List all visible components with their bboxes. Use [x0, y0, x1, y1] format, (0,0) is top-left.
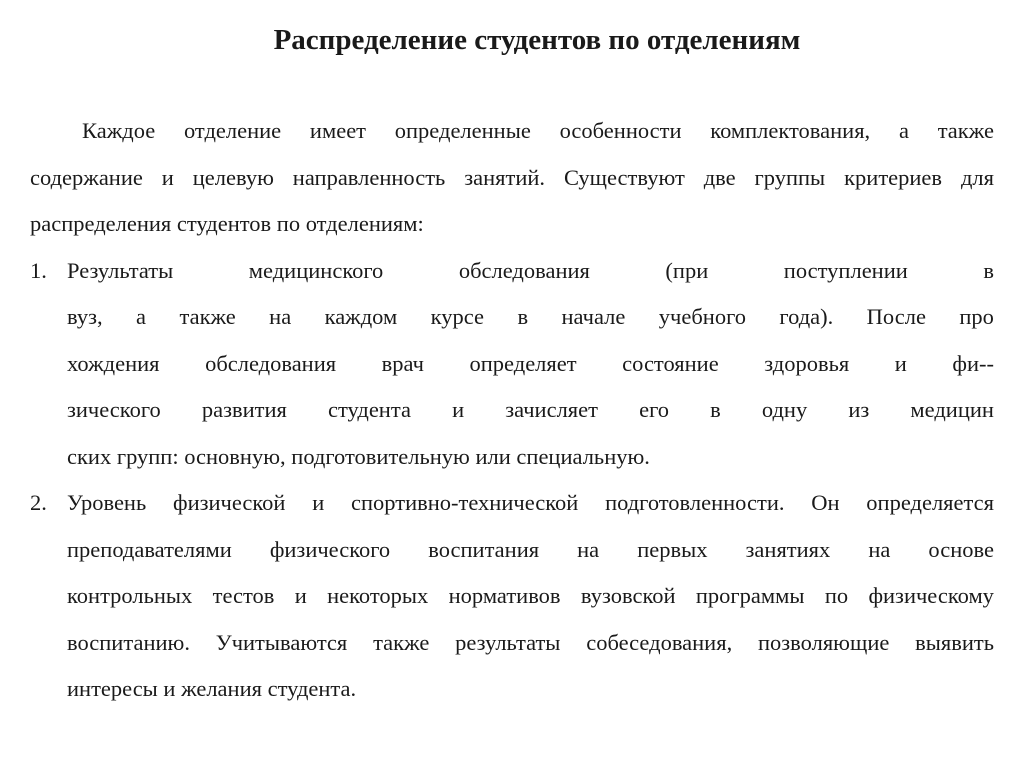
list-item-line	[67, 628, 994, 658]
word: а	[898, 118, 909, 143]
word: определяет	[469, 350, 577, 376]
list-item-line	[67, 535, 994, 565]
word: содержание	[30, 164, 143, 190]
list-marker: 2.	[30, 490, 47, 515]
word: врач	[381, 350, 424, 376]
word: и	[312, 490, 325, 515]
word: физической	[172, 490, 286, 515]
word: группы	[754, 164, 826, 190]
word: каждом	[324, 304, 398, 329]
word: нормативов	[448, 583, 561, 608]
word: медицинского	[248, 257, 384, 283]
word: учебного	[658, 304, 746, 329]
word: Учитываются	[215, 629, 348, 655]
word: физическому	[868, 583, 994, 608]
word: и	[161, 164, 174, 190]
word: хождения	[67, 350, 160, 376]
word: а	[136, 304, 147, 329]
word: курсе	[430, 304, 485, 329]
word: в	[517, 304, 529, 329]
word: интересы и желания студента.	[67, 676, 357, 701]
word: распределения студентов по отделениям:	[30, 211, 424, 236]
word: воспитанию.	[67, 629, 190, 655]
word: здоровья	[764, 350, 850, 376]
list-item-line	[67, 488, 994, 518]
word: фи--	[952, 350, 994, 376]
word: контрольных	[67, 583, 193, 608]
word: преподавателями	[67, 536, 232, 562]
word: Каждое	[82, 118, 156, 143]
word: его	[639, 397, 669, 422]
word: и	[294, 583, 307, 608]
list-marker: 1.	[30, 257, 47, 283]
word: воспитания	[428, 536, 540, 562]
word: и	[894, 350, 907, 376]
word: состояние	[622, 350, 719, 376]
word: на	[269, 304, 292, 329]
word: про	[959, 304, 994, 329]
word: на	[868, 536, 891, 562]
word: обследования	[458, 257, 590, 283]
list-item-line	[67, 256, 994, 286]
list-item-line	[67, 442, 994, 472]
intro-line	[30, 209, 994, 239]
word: в	[983, 257, 994, 283]
list-item-line	[67, 349, 994, 379]
word: физического	[269, 536, 391, 562]
word: медицин	[910, 397, 994, 422]
word: выявить	[915, 629, 994, 655]
word: определенные	[394, 118, 531, 143]
word: поступлении	[783, 257, 908, 283]
word: также	[373, 629, 430, 655]
word: особенности	[559, 118, 682, 143]
list-item-line	[67, 581, 994, 611]
word: Уровень	[67, 490, 147, 515]
word: основе	[928, 536, 994, 562]
word: занятиях	[745, 536, 831, 562]
word: вуз,	[67, 304, 103, 329]
word: по	[824, 583, 849, 608]
word: Он	[811, 490, 840, 515]
word: целевую	[192, 164, 274, 190]
word: Существуют	[563, 164, 685, 190]
word: программы	[695, 583, 805, 608]
word: спортивно-технической	[351, 490, 579, 515]
word: в	[710, 397, 721, 422]
word: развития	[201, 397, 287, 422]
word: обследования	[205, 350, 337, 376]
word: студента	[328, 397, 411, 422]
intro-line	[82, 116, 994, 146]
word: имеет	[309, 118, 367, 143]
word: собеседования,	[586, 629, 733, 655]
word: для	[960, 164, 994, 190]
word: ских групп: основную, подготовительную или специальную.	[67, 443, 650, 469]
word: отделение	[183, 118, 282, 143]
word: комплектования,	[710, 118, 871, 143]
word: из	[848, 397, 870, 422]
word: (при	[665, 257, 709, 283]
word: определяется	[866, 490, 994, 515]
word: начале	[561, 304, 626, 329]
word: направленность	[292, 164, 446, 190]
word: критериев	[844, 164, 943, 190]
word: первых	[637, 536, 708, 562]
word: вузовской	[580, 583, 676, 608]
word: две	[703, 164, 736, 190]
intro-line	[30, 163, 994, 193]
list-item-line	[67, 302, 994, 332]
word: занятий.	[464, 164, 546, 190]
word: одну	[761, 397, 808, 422]
word: года).	[779, 304, 834, 329]
word: После	[866, 304, 926, 329]
word: зачисляет	[505, 397, 598, 422]
list-item-line	[67, 395, 994, 425]
word: результаты	[455, 629, 561, 655]
word: и	[452, 397, 465, 422]
word: также	[937, 118, 994, 143]
word: позволяющие	[758, 629, 890, 655]
word: на	[577, 536, 600, 562]
word: тестов	[212, 583, 275, 608]
page-title: Распределение студентов по отделениям	[273, 24, 801, 56]
word: некоторых	[327, 583, 429, 608]
word: подготовленности.	[605, 490, 785, 515]
list-item-line	[67, 674, 994, 704]
word: Результаты	[67, 257, 174, 283]
word: зического	[67, 397, 161, 422]
word: также	[179, 304, 236, 329]
